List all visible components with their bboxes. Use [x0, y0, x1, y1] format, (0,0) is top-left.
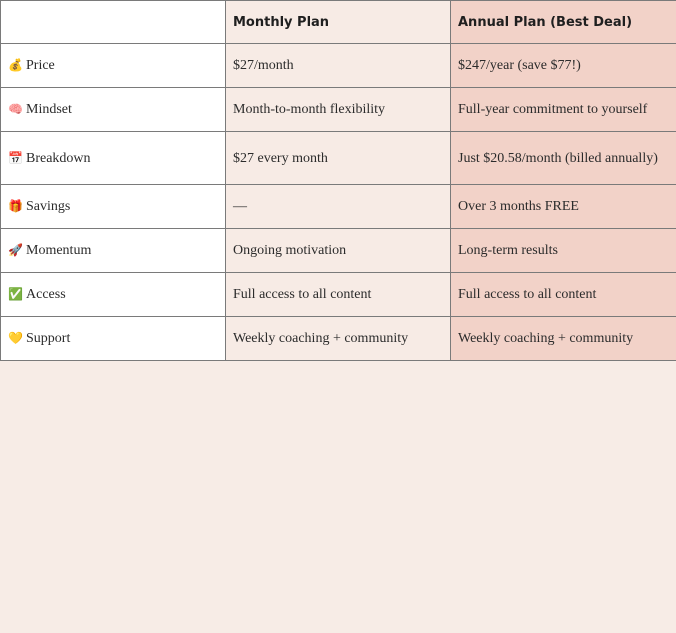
monthly-cell: Month-to-month flexibility	[226, 88, 451, 132]
table-row	[1, 229, 676, 273]
annual-cell: Weekly coaching + community	[451, 317, 676, 361]
feature-cell	[1, 229, 226, 273]
annual-cell: Long-term results	[451, 229, 676, 273]
feature-cell	[1, 88, 226, 132]
header-annual-plan: Annual Plan (Best Deal)	[451, 1, 676, 44]
annual-cell: Just $20.58/month (billed annually)	[451, 132, 676, 185]
feature-cell	[1, 132, 226, 185]
header-monthly-plan: Monthly Plan	[226, 1, 451, 44]
monthly-cell: $27 every month	[226, 132, 451, 185]
table-row	[1, 317, 676, 361]
monthly-cell: —	[226, 185, 451, 229]
table-row	[1, 273, 676, 317]
feature-cell	[1, 273, 226, 317]
table-row	[1, 44, 676, 88]
feature-cell	[1, 185, 226, 229]
monthly-cell: $27/month	[226, 44, 451, 88]
table-row	[1, 88, 676, 132]
feature-cell	[1, 317, 226, 361]
calendar-icon: 📅	[8, 150, 23, 165]
money-bag-icon: 💰	[8, 58, 23, 72]
annual-cell: $247/year (save $77!)	[451, 44, 676, 88]
feature-label: Breakdown	[26, 150, 91, 166]
monthly-cell: Ongoing motivation	[226, 229, 451, 273]
feature-label: Mindset	[26, 102, 72, 117]
feature-cell	[1, 44, 226, 88]
table-row	[1, 132, 676, 185]
annual-cell: Full access to all content	[451, 273, 676, 317]
brain-icon: 🧠	[8, 102, 23, 116]
table-row	[1, 185, 676, 229]
feature-label: Support	[26, 331, 71, 346]
monthly-cell: Weekly coaching + community	[226, 317, 451, 361]
gift-icon: 🎁	[8, 199, 23, 213]
yellow-heart-icon: 💛	[8, 331, 23, 345]
feature-label: Access	[26, 287, 66, 302]
annual-cell: Over 3 months FREE	[451, 185, 676, 229]
annual-cell: Full-year commitment to yourself	[451, 88, 676, 132]
header-feature	[1, 1, 226, 44]
feature-label: Savings	[26, 199, 71, 214]
rocket-icon: 🚀	[8, 243, 23, 257]
table-header-row	[1, 1, 676, 44]
check-mark-icon: ✅	[8, 287, 23, 301]
feature-label: Momentum	[26, 243, 92, 258]
feature-label: Price	[26, 58, 55, 73]
monthly-cell: Full access to all content	[226, 273, 451, 317]
